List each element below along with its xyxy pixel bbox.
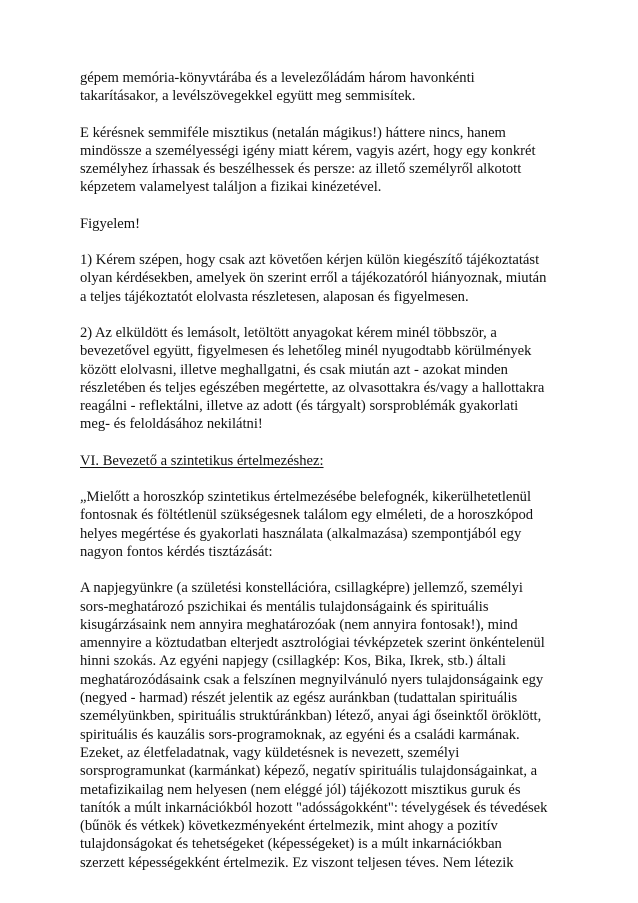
paragraph-sun-sign: A napjegyünkre (a születési konstellációra, csillagképre) jellemző, személyi sors-meghatározó pszichikai és mentális tulajdonságaink és spirituális kisugárzásaink nem annyira meghatározóak (nem annyira fontosak!), mind amennyire a köztudatban elterjedt asztrológiai tévképzetek szerint önkéntelenül hinni szokás. Az egyéni napjegy (csillagkép: Kos, Bika, Ikrek, stb.) általi meghatározódásaink csak a felszínen megnyilvánuló nyers tulajdonságaink egy (negyed - harmad) részét jelentik az egész auránkban (tudattalan spirituális személyünkben, spirituális struktúránkban) létező, anyai ági őseinktől öröklött, spirituális és kauzális sors-programoknak, az egyéni és a családi karmának. Ezeket, az életfeladatnak, vagy küldetésnek is nevezett, személyi sorsprogramunkat (karmánkat) képező, negatív spirituális tulajdonságainkat, a metafizikailag nem helyesen (nem eléggé jól) tájékozott misztikus guruk és tanítók a múlt inkarnációkból hozott "adósságokként": tévelygések és tévedések (bűnök és vétkek) következményeként értelmezik, mint ahogy a pozitív tulajdonságokat és tehetségeket (képességeket) is a múlt inkarnációkban szerzett képességekként értelmezik. Ez viszont teljesen téves. Nem létezik	[80, 580, 548, 871]
document-page	[80, 69, 564, 872]
paragraph-request-reason: E kérésnek semmiféle misztikus (netalán mágikus!) háttere nincs, hanem mindössze a személyességi igény miatt kérem, vagyis azért, hogy egy konkrét személyhez írhassak és beszélhessek és persze: az illető személyről alkotott képzetem valamelyest találjon a fizikai kinézetével.	[80, 124, 536, 196]
paragraph-synthetic-intro: „Mielőtt a horoszkóp szintetikus értelmezésébe belefognék, kikerülhetetlenül fontosnak és föltétlenül szükségesnek találom egy elméleti, de a horoszkópod helyes megértése és gyakorlati használata (alkalmazása) szempontjából egy nagyon fontos kérdés tisztázását:	[80, 489, 534, 560]
paragraph-intro-continuation: gépem memória-könyvtárába és a levelezőládám három havonkénti takarításakor, a levélszövegekkel együtt meg semmisítek.	[80, 70, 475, 105]
section-heading: VI. Bevezető a szintetikus értelmezéshez:	[80, 452, 324, 469]
paragraph-point-1: 1) Kérem szépen, hogy csak azt követően kérjen külön kiegészítő tájékoztatást olyan kérdésekben, amelyek ön szerint erről a tájékozatóról hiányoznak, miután a teljes tájékoztatót elolvasta részletesen, alaposan és figyelmesen.	[80, 252, 547, 305]
paragraph-point-2: 2) Az elküldött és lemásolt, letöltött anyagokat kérem minél többször, a bevezetővel együtt, figyelmesen és lehetőleg minél nyugodtabb körülmények között elolvasni, illetve meghallgatni, és csak miután azt - azokat minden részletében és teljes egészében megértette, az olvasottakra és/vagy a hallottakra reagálni - reflektálni, illetve az adott (és tárgyalt) sorsproblémák gyakorlati meg- és feloldásához nekilátni!	[80, 324, 545, 433]
paragraph-attention: Figyelem!	[80, 215, 140, 232]
